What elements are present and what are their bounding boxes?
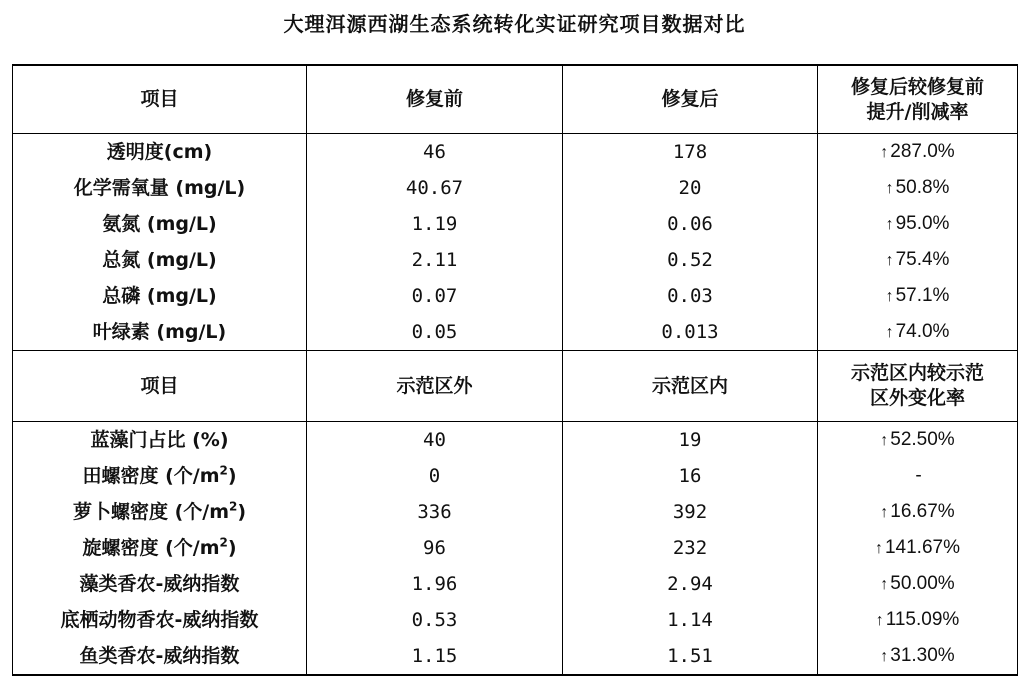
item-label: 总氮 (mg/L) — [13, 242, 307, 278]
rate-value: 141.67% — [884, 536, 960, 558]
rate-value: 115.09% — [885, 608, 960, 630]
header-rate-line2: 提升/削减率 — [866, 100, 969, 123]
value-inside: 19 — [563, 422, 818, 459]
item-label: 叶绿素 (mg/L) — [13, 314, 307, 351]
superscript: 2 — [219, 535, 228, 550]
table-row — [13, 242, 1018, 278]
rate-cell — [818, 602, 1018, 638]
value-outside: 96 — [307, 530, 563, 566]
value-outside: 336 — [307, 494, 563, 530]
value-inside: 16 — [563, 458, 818, 494]
item-label: 蓝藻门占比 (%) — [13, 422, 307, 459]
item-label-prefix: 旋螺密度 (个/m — [82, 537, 220, 559]
table-row — [13, 278, 1018, 314]
up-arrow-icon: ↑ — [874, 539, 883, 557]
item-label-suffix: ) — [237, 501, 247, 523]
item-label: 化学需氧量 (mg/L) — [13, 170, 307, 206]
rate-value: 57.1% — [895, 284, 950, 306]
item-label: 透明度(cm) — [13, 134, 307, 171]
header-inside: 示范区内 — [563, 351, 818, 422]
item-label: 总磷 (mg/L) — [13, 278, 307, 314]
item-label — [13, 494, 307, 530]
item-label-prefix: 田螺密度 (个/m — [82, 465, 220, 487]
item-label-suffix: ) — [227, 537, 237, 559]
header-before: 修复前 — [307, 65, 563, 134]
item-label-suffix: ) — [227, 465, 237, 487]
value-outside: 0 — [307, 458, 563, 494]
table-row — [13, 206, 1018, 242]
item-label: 藻类香农-威纳指数 — [13, 566, 307, 602]
rate-cell — [818, 530, 1018, 566]
rate-cell — [818, 566, 1018, 602]
up-arrow-icon: ↑ — [880, 143, 889, 161]
item-label — [13, 530, 307, 566]
header-item: 项目 — [13, 351, 307, 422]
rate-value: 287.0% — [890, 140, 955, 162]
item-label: 底栖动物香农-威纳指数 — [13, 602, 307, 638]
comparison-table — [12, 64, 1018, 676]
table-row — [13, 530, 1018, 566]
superscript: 2 — [219, 463, 228, 478]
table-row — [13, 566, 1018, 602]
rate-cell — [818, 278, 1018, 314]
rate-value: 50.00% — [890, 572, 955, 594]
value-before: 2.11 — [307, 242, 563, 278]
value-inside: 392 — [563, 494, 818, 530]
item-label-prefix: 萝卜螺密度 (个/m — [72, 501, 229, 523]
up-arrow-icon: ↑ — [875, 611, 884, 629]
table-header-row — [13, 65, 1018, 134]
value-after: 178 — [563, 134, 818, 171]
rate-value: 74.0% — [895, 320, 950, 342]
value-before: 40.67 — [307, 170, 563, 206]
up-arrow-icon: ↑ — [880, 503, 889, 521]
up-arrow-icon: ↑ — [885, 287, 894, 305]
rate-cell — [818, 206, 1018, 242]
value-inside: 2.94 — [563, 566, 818, 602]
up-arrow-icon: ↑ — [885, 179, 894, 197]
value-outside: 1.15 — [307, 638, 563, 675]
table-row — [13, 458, 1018, 494]
table-row — [13, 170, 1018, 206]
rate-value: 16.67% — [890, 500, 955, 522]
table-row — [13, 494, 1018, 530]
value-outside: 0.53 — [307, 602, 563, 638]
header-change-line2: 区外变化率 — [869, 387, 965, 409]
rate-value: 31.30% — [890, 644, 955, 666]
table-row — [13, 314, 1018, 351]
header-change-line1: 示范区内较示范 — [850, 362, 984, 384]
value-after: 0.06 — [563, 206, 818, 242]
rate-cell — [818, 494, 1018, 530]
table-row — [13, 602, 1018, 638]
value-after: 20 — [563, 170, 818, 206]
rate-value: 95.0% — [895, 212, 950, 234]
page-title: 大理洱源西湖生态系统转化实证研究项目数据对比 — [283, 12, 746, 36]
rate-value: 52.50% — [890, 428, 955, 450]
up-arrow-icon: ↑ — [880, 575, 889, 593]
rate-cell — [818, 170, 1018, 206]
value-after: 0.03 — [563, 278, 818, 314]
item-label: 鱼类香农-威纳指数 — [13, 638, 307, 675]
rate-cell — [818, 314, 1018, 351]
value-inside: 232 — [563, 530, 818, 566]
up-arrow-icon: ↑ — [880, 431, 889, 449]
item-label — [13, 458, 307, 494]
rate-cell — [818, 422, 1018, 459]
value-before: 1.19 — [307, 206, 563, 242]
header-rate-line1: 修复后较修复前 — [850, 75, 984, 98]
header-item: 项目 — [13, 65, 307, 134]
rate-cell — [818, 638, 1018, 675]
rate-cell — [818, 458, 1018, 494]
header-rate — [818, 65, 1018, 134]
value-after: 0.013 — [563, 314, 818, 351]
up-arrow-icon: ↑ — [885, 323, 894, 341]
value-outside: 1.96 — [307, 566, 563, 602]
rate-value: 50.8% — [895, 176, 950, 198]
value-inside: 1.14 — [563, 602, 818, 638]
value-inside: 1.51 — [563, 638, 818, 675]
superscript: 2 — [229, 499, 238, 514]
up-arrow-icon: ↑ — [885, 251, 894, 269]
value-before: 46 — [307, 134, 563, 171]
header-change-rate — [818, 351, 1018, 422]
value-before: 0.07 — [307, 278, 563, 314]
value-before: 0.05 — [307, 314, 563, 351]
header-after: 修复后 — [563, 65, 818, 134]
table-header-row — [13, 351, 1018, 422]
rate-value: 75.4% — [895, 248, 950, 270]
rate-value: - — [915, 464, 922, 486]
up-arrow-icon: ↑ — [880, 647, 889, 665]
item-label: 氨氮 (mg/L) — [13, 206, 307, 242]
table-row — [13, 422, 1018, 459]
header-outside: 示范区外 — [307, 351, 563, 422]
value-outside: 40 — [307, 422, 563, 459]
table-row — [13, 638, 1018, 675]
table-row — [13, 134, 1018, 171]
value-after: 0.52 — [563, 242, 818, 278]
up-arrow-icon: ↑ — [885, 215, 894, 233]
rate-cell — [818, 242, 1018, 278]
rate-cell — [818, 134, 1018, 171]
